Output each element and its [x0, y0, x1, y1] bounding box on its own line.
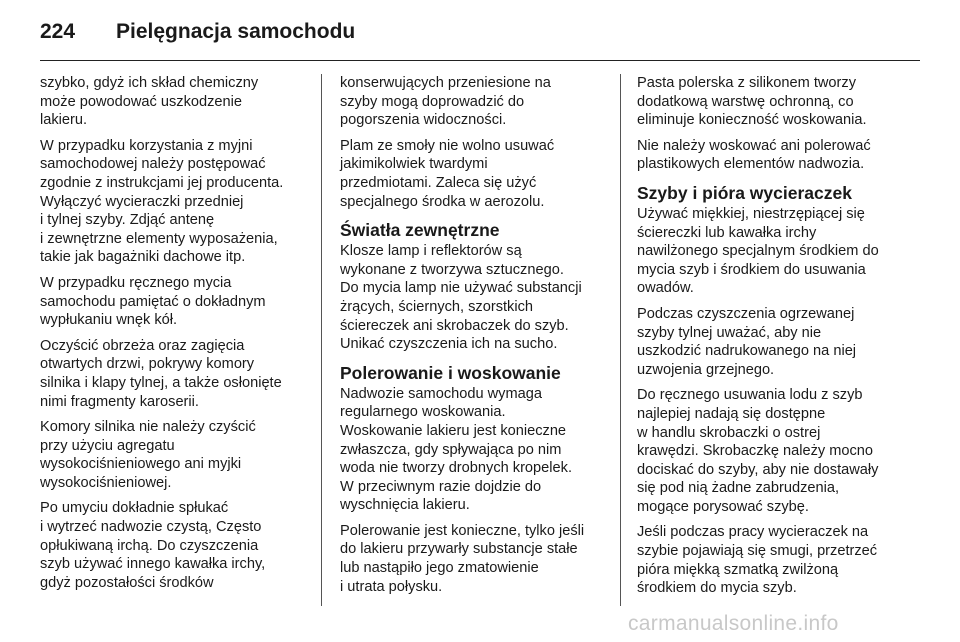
text-line: szybie pojawiają się smugi, przetrzeć [637, 543, 878, 560]
text-line: silnika i klapy tylnej, a także osłonięte [40, 374, 282, 391]
text-line: wyschnięcia lakieru. [340, 497, 470, 514]
text-line: Woskowanie lakieru jest konieczne [340, 422, 567, 439]
text-line: W przypadku korzystania z myjni [40, 137, 253, 154]
text-line: się pod nią żadne zabrudzenia, [637, 480, 840, 497]
text-line: Plam ze smoły nie wolno usuwać [340, 137, 555, 154]
text-line: i tylnej szyby. Zdjąć antenę [40, 212, 215, 229]
text-line: szyby mogą doprowadzić do [340, 93, 525, 110]
text-line: uzwojenia grzejnego. [637, 361, 775, 378]
text-line: nawilżonego specjalnym środkiem do [637, 243, 879, 260]
text-line: Oczyścić obrzeża oraz zagięcia [40, 337, 245, 354]
text-line: gdyż pozostałości środków [40, 574, 214, 591]
paragraph [40, 74, 306, 130]
text-line: W przeciwnym razie dojdzie do [340, 478, 542, 495]
text-line: wysokociśnieniowego ani myjki [40, 456, 242, 473]
text-line: otwartych drzwi, pokrywy komory [40, 356, 255, 373]
text-line: lub nastąpiło jego zmatowienie [340, 560, 539, 577]
text-line: wykonane z tworzywa sztucznego. [340, 261, 564, 278]
text-line: w handlu skrobaczki o ostrej [637, 424, 821, 441]
text-line: zwłaszcza, gdy spływająca po nim [340, 441, 562, 458]
text-line: mogące porysować szybę. [637, 498, 809, 515]
text-line: i wytrzeć nadwozie czystą, Często [40, 519, 262, 536]
text-line: Wyłączyć wycieraczki przedniej [40, 193, 244, 210]
text-line: konserwujących przeniesione na [340, 75, 551, 91]
text-line: i zewnętrzne elementy wyposażenia, [40, 230, 278, 247]
section-heading: Polerowanie i woskowanie [340, 362, 561, 383]
paragraph [637, 305, 911, 379]
text-line: przy użyciu agregatu [40, 437, 175, 454]
text-line: samochodu pamiętać o dokładnym [40, 293, 266, 310]
page-header [40, 14, 355, 50]
paragraph [637, 386, 911, 516]
text-line: Jeśli podczas pracy wycieraczek na [637, 524, 869, 541]
text-line: środkiem do mycia szyb. [637, 580, 797, 597]
text-line: lakieru. [40, 112, 88, 129]
text-line: pióra miękką szmatką zwilżoną [637, 561, 839, 578]
paragraph [340, 385, 606, 515]
paragraph [340, 242, 606, 354]
paragraph [637, 137, 911, 174]
page-number: 224 [40, 20, 76, 43]
paragraph [40, 499, 306, 592]
text-line: Po umyciu dokładnie spłukać [40, 500, 229, 517]
text-column-1 [40, 74, 306, 599]
text-line: dodatkową warstwę ochronną, co [637, 93, 854, 110]
paragraph [40, 137, 306, 267]
paragraph [637, 205, 911, 298]
text-line: Klosze lamp i reflektorów są [340, 243, 522, 260]
paragraph [340, 522, 606, 596]
text-line: Polerowanie jest konieczne, tylko jeśli [340, 522, 585, 539]
paragraph [40, 418, 306, 492]
paragraph [340, 74, 606, 130]
text-column-2 [340, 74, 606, 603]
text-line: wypłukaniu wnęk kół. [40, 312, 178, 329]
text-line: Pasta polerska z silikonem tworzy [637, 75, 856, 91]
text-line: krawędzi. Skrobaczkę należy mocno [637, 443, 874, 460]
text-line: ściereczki lub kawałka irchy [637, 224, 817, 241]
text-line: dociskać do szyby, aby nie dostawały [637, 461, 879, 478]
text-line: zgodnie z instrukcjami jej producenta. [40, 174, 284, 191]
text-line: specjalnego środka w aerozolu. [340, 193, 545, 210]
text-line: mycia szyb i środkiem do usuwania [637, 261, 866, 278]
text-line: ściereczek ani skrobaczek do szyb. [340, 317, 569, 334]
section-heading: Światła zewnętrzne [340, 220, 500, 241]
header-divider [40, 60, 920, 61]
text-line: takie jak bagażniki dachowe itp. [40, 249, 246, 266]
paragraph [40, 337, 306, 411]
text-line: woda nie tworzy drobnych kropelek. [340, 460, 572, 477]
text-line: i utrata połysku. [340, 578, 443, 595]
text-line: eliminuje konieczność woskowania. [637, 112, 867, 129]
text-line: Do ręcznego usuwania lodu z szyb [637, 387, 863, 404]
text-line: Komory silnika nie należy czyścić [40, 419, 256, 436]
text-line: szyb używać innego kawałka irchy, [40, 556, 266, 573]
text-line: wysokociśnieniowej. [40, 474, 172, 491]
text-line: przedmiotami. Zaleca się użyć [340, 174, 537, 191]
paragraph [340, 137, 606, 211]
paragraph [637, 523, 911, 597]
text-line: do lakieru przywarły substancje stałe [340, 541, 578, 558]
text-line: plastikowych elementów nadwozia. [637, 156, 865, 173]
text-line: szyby tylnej uważać, aby nie [637, 324, 822, 341]
text-line: Podczas czyszczenia ogrzewanej [637, 305, 855, 322]
text-column-3 [637, 74, 911, 605]
page-title: Pielęgnacja samochodu [116, 20, 356, 43]
text-line: Używać miękkiej, niestrzępiącej się [637, 205, 865, 222]
column-divider-1 [321, 74, 322, 606]
paragraph [40, 274, 306, 330]
text-line: Unikać czyszczenia ich na sucho. [340, 336, 558, 353]
column-divider-2 [620, 74, 621, 606]
text-line: Nadwozie samochodu wymaga [340, 385, 542, 402]
text-line: szybko, gdyż ich skład chemiczny [40, 75, 259, 91]
watermark-text: carmanualsonline.info [628, 612, 839, 635]
section-heading: Szyby i pióra wycieraczek [637, 182, 852, 203]
text-line: uszkodzić nadrukowanego na niej [637, 343, 857, 360]
text-line: nimi fragmenty karoserii. [40, 393, 199, 410]
text-line: Do mycia lamp nie używać substancji [340, 280, 582, 297]
text-line: opłukiwaną irchą. Do czyszczenia [40, 537, 259, 554]
paragraph [637, 74, 911, 130]
text-line: W przypadku ręcznego mycia [40, 274, 232, 291]
text-line: Nie należy woskować ani polerować [637, 137, 871, 154]
text-line: samochodowej należy postępować [40, 156, 266, 173]
text-line: pogorszenia widoczności. [340, 112, 507, 129]
text-line: najlepiej nadają się dostępne [637, 405, 826, 422]
text-line: jakimikolwiek twardymi [340, 156, 488, 173]
text-line: regularnego woskowania. [340, 404, 506, 421]
text-line: może powodować uszkodzenie [40, 93, 242, 110]
text-line: żrących, ściernych, szorstkich [340, 298, 534, 315]
text-line: owadów. [637, 280, 694, 297]
